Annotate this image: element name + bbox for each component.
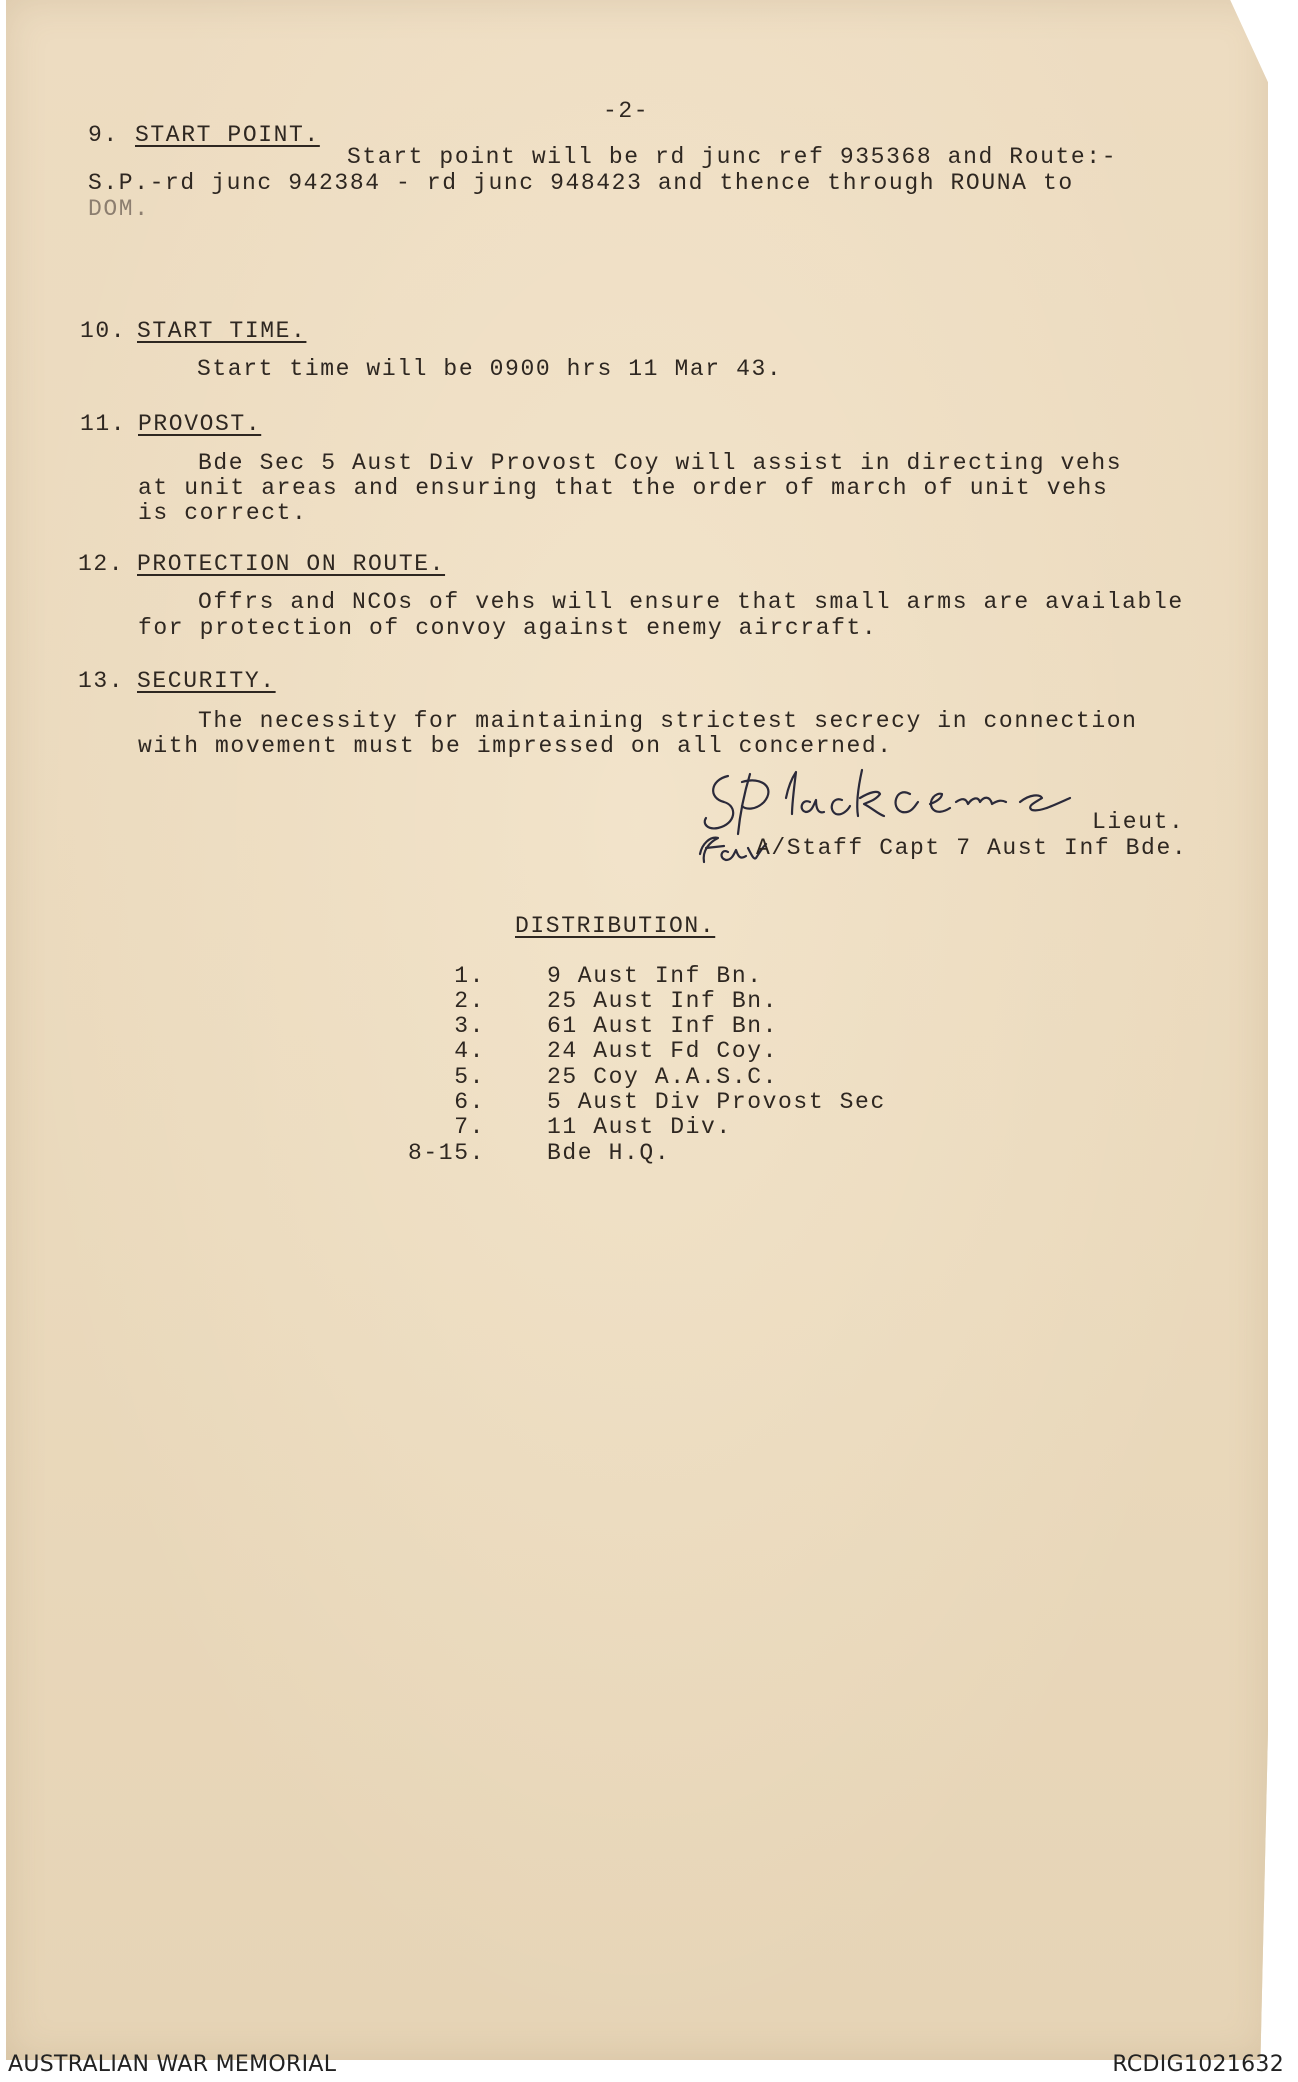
section-13-line-2: with movement must be impressed on all concerned.: [138, 733, 893, 759]
section-13-number: 13.: [78, 668, 125, 694]
section-9-heading: START POINT.: [135, 122, 320, 148]
section-11-line-3: is correct.: [138, 500, 308, 526]
distribution-item-text: 11 Aust Div.: [547, 1114, 732, 1140]
distribution-item-text: 61 Aust Inf Bn.: [547, 1013, 779, 1039]
section-11-heading: PROVOST.: [138, 411, 262, 437]
distribution-item-number: 1.: [454, 963, 485, 989]
section-12-number: 12.: [78, 551, 125, 577]
section-11-line-1: Bde Sec 5 Aust Div Provost Coy will assist in directing vehs: [198, 450, 1123, 476]
archive-caption-left: AUSTRALIAN WAR MEMORIAL: [8, 2052, 337, 2077]
distribution-item-text: 9 Aust Inf Bn.: [547, 963, 763, 989]
distribution-item-number: 8-15.: [407, 1140, 485, 1166]
section-12-line-1: Offrs and NCOs of vehs will ensure that small arms are available: [198, 589, 1184, 615]
distribution-item-text: 24 Aust Fd Coy.: [547, 1038, 779, 1064]
section-10-heading: START TIME.: [137, 318, 307, 344]
distribution-item-number: 2.: [454, 988, 485, 1014]
signature-rank: Lieut.: [1092, 809, 1185, 835]
section-10-line-1: Start time will be 0900 hrs 11 Mar 43.: [197, 356, 783, 382]
section-9-number: 9.: [88, 122, 119, 148]
signature-title: A/Staff Capt 7 Aust Inf Bde.: [756, 835, 1188, 861]
section-11-line-2: at unit areas and ensuring that the order of march of unit vehs: [138, 475, 1109, 501]
distribution-item-number: 4.: [454, 1038, 485, 1064]
distribution-item-text: Bde H.Q.: [547, 1140, 671, 1166]
distribution-heading: DISTRIBUTION.: [515, 913, 716, 939]
distribution-item-number: 7.: [454, 1114, 485, 1140]
section-12-heading: PROTECTION ON ROUTE.: [137, 551, 446, 577]
distribution-item-text: 5 Aust Div Provost Sec: [547, 1089, 886, 1115]
section-9-line-3: DOM.: [88, 196, 150, 222]
section-9-line-2: S.P.-rd junc 942384 - rd junc 948423 and thence through ROUNA to: [88, 170, 1074, 196]
distribution-item-number: 5.: [454, 1064, 485, 1090]
page-number: -2-: [603, 98, 650, 124]
distribution-item-number: 3.: [454, 1013, 485, 1039]
section-11-number: 11.: [80, 411, 127, 437]
section-9-line-1: Start point will be rd junc ref 935368 and Route:-: [347, 144, 1118, 170]
section-10-number: 10.: [80, 318, 127, 344]
distribution-item-text: 25 Coy A.A.S.C.: [547, 1064, 779, 1090]
section-13-heading: SECURITY.: [137, 668, 276, 694]
section-12-line-2: for protection of convoy against enemy aircraft.: [138, 615, 878, 641]
section-13-line-1: The necessity for maintaining strictest secrecy in connection: [198, 708, 1138, 734]
distribution-item-number: 6.: [454, 1089, 485, 1115]
distribution-item-text: 25 Aust Inf Bn.: [547, 988, 779, 1014]
archive-caption-right: RCDIG1021632: [1112, 2052, 1284, 2077]
